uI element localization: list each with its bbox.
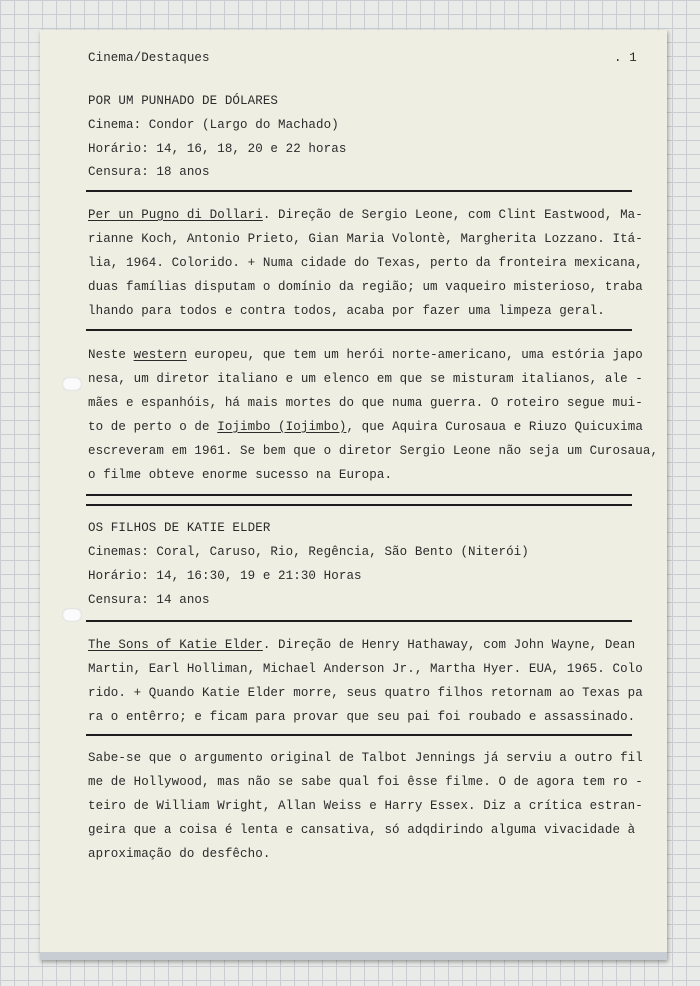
film1-comment-line: escreveram em 1961. Se bem que o diretor Sergio Leone não seja um Curosaua, <box>88 444 659 458</box>
film1-synopsis-line: lhando para todos e contra todos, acaba por fazer uma limpeza geral. <box>88 304 605 318</box>
divider <box>86 329 632 331</box>
film1-title: POR UM PUNHADO DE DÓLARES <box>88 94 279 108</box>
divider <box>86 504 632 506</box>
punch-hole <box>62 608 82 622</box>
film2-comment-line: Sabe-se que o argumento original de Talbot Jennings já serviu a outro fil <box>88 751 643 765</box>
film1-comment-line: o filme obteve enorme sucesso na Europa. <box>88 468 393 482</box>
film2-rating: Censura: 14 anos <box>88 593 210 607</box>
divider <box>86 190 632 192</box>
section-heading: Cinema/Destaques <box>88 51 210 65</box>
film2-title: OS FILHOS DE KATIE ELDER <box>88 521 271 535</box>
film1-schedule: Horário: 14, 16, 18, 20 e 22 horas <box>88 142 347 156</box>
film2-schedule: Horário: 14, 16:30, 19 e 21:30 Horas <box>88 569 362 583</box>
film2-original-title: The Sons of Katie Elder <box>88 638 263 652</box>
page-number: . 1 <box>614 51 637 65</box>
film1-cinema: Cinema: Condor (Largo do Machado) <box>88 118 339 132</box>
film2-cinemas: Cinemas: Coral, Caruso, Rio, Regência, São Bento (Niterói) <box>88 545 529 559</box>
film1-synopsis-line: Per un Pugno di Dollari. Direção de Sergio Leone, com Clint Eastwood, Ma- <box>88 208 643 222</box>
film2-synopsis-line: ra o entêrro; e ficam para provar que seu pai foi roubado e assassinado. <box>88 710 636 724</box>
film1-original-title: Per un Pugno di Dollari <box>88 208 263 222</box>
film2-comment-line: teiro de William Wright, Allan Weiss e Harry Essex. Diz a crítica estran- <box>88 799 643 813</box>
film2-synopsis-line: The Sons of Katie Elder. Direção de Henry Hathaway, com John Wayne, Dean <box>88 638 636 652</box>
film1-comment-line: Neste western europeu, que tem um herói norte-americano, uma estória japo <box>88 348 643 362</box>
film1-comment-line: to de perto o de Iojimbo (Iojimbo), que Aquira Curosaua e Riuzo Quicuxima <box>88 420 643 434</box>
film1-synopsis-line: lia, 1964. Colorido. + Numa cidade do Texas, perto da fronteira mexicana, <box>88 256 643 270</box>
film1-synopsis-line: duas famílias disputam o domínio da região; um vaqueiro misterioso, traba <box>88 280 643 294</box>
divider <box>86 494 632 496</box>
film2-comment-line: me de Hollywood, mas não se sabe qual foi êsse filme. O de agora tem ro - <box>88 775 643 789</box>
film1-rating: Censura: 18 anos <box>88 165 210 179</box>
punch-hole <box>62 377 82 391</box>
typewritten-page <box>40 30 667 960</box>
divider <box>86 620 632 622</box>
referenced-film-title: Iojimbo (Iojimbo) <box>217 420 347 434</box>
film2-comment-line: aproximação do desfêcho. <box>88 847 271 861</box>
film1-comment-line: mães e espanhóis, há mais mortes do que numa guerra. O roteiro segue mui- <box>88 396 643 410</box>
divider <box>86 734 632 736</box>
film2-synopsis-line: Martin, Earl Holliman, Michael Anderson Jr., Martha Hyer. EUA, 1965. Colo <box>88 662 643 676</box>
genre-term: western <box>133 348 187 362</box>
film2-comment-line: geira que a coisa é lenta e cansativa, só adqdirindo alguma vivacidade à <box>88 823 636 837</box>
film1-comment-line: nesa, um diretor italiano e um elenco em que se misturam italianos, ale - <box>88 372 643 386</box>
film2-synopsis-line: rido. + Quando Katie Elder morre, seus quatro filhos retornam ao Texas pa <box>88 686 643 700</box>
film1-synopsis-line: rianne Koch, Antonio Prieto, Gian Maria Volontè, Margherita Lozzano. Itá- <box>88 232 643 246</box>
